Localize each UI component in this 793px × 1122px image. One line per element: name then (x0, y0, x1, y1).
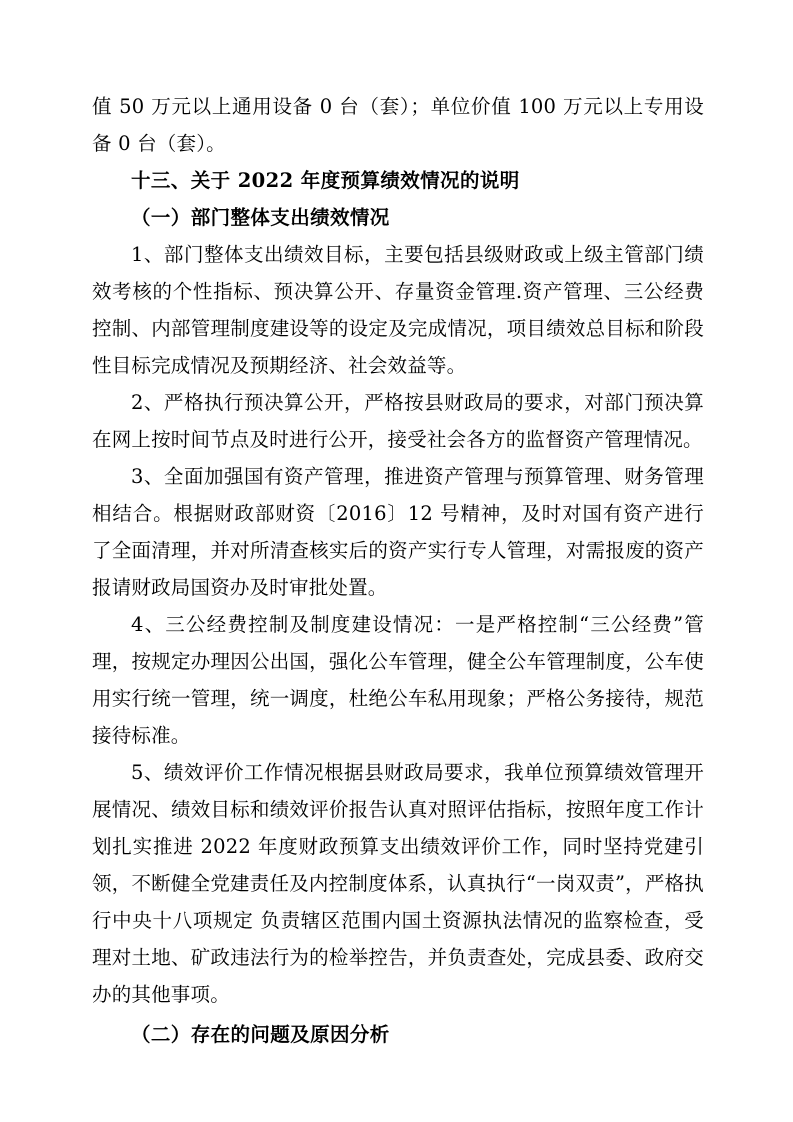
subheading-overall-performance: （一）部门整体支出绩效情况 (131, 206, 390, 229)
paragraph-item-3: 3、全面加强国有资产管理，推进资产管理与预算管理、财务管理相结合。根据财政部财资〔2016〕12 号精神，及时对国有资产进行了全面清理，并对所清查核实后的资产实行专人管理，对需报废的资产报请财政局国资办及时审批处置。 (92, 465, 704, 599)
subheading-problems-analysis: （二）存在的问题及原因分析 (131, 1023, 390, 1046)
paragraph-item-2: 2、严格执行预决算公开，严格按县财政局的要求，对部门预决算在网上按时间节点及时进行公开，接受社会各方的监督资产管理情况。 (92, 391, 704, 451)
paragraph-item-1: 1、部门整体支出绩效目标，主要包括县级财政或上级主管部门绩效考核的个性指标、预决算公开、存量资金管理.资产管理、三公经费控制、内部管理制度建设等的设定及完成情况，项目绩效总目标和阶段性目标完成情况及预期经济、社会效益等。 (92, 243, 704, 377)
heading-section-13: 十三、关于 2022 年度预算绩效情况的说明 (131, 169, 520, 192)
paragraph-continued-equipment: 值 50 万元以上通用设备 0 台（套）；单位价值 100 万元以上专用设备 0 台（套）。 (92, 95, 704, 155)
document-body (92, 88, 704, 1053)
paragraph-item-5: 5、绩效评价工作情况根据县财政局要求，我单位预算绩效管理开展情况、绩效目标和绩效评价报告认真对照评估指标，按照年度工作计划扎实推进 2022 年度财政预算支出绩效评价工作，同时坚持党建引领，不断健全党建责任及内控制度体系，认真执行“一岗双责”，严格执行中央十八项规定 负责辖区范围内国土资源执法情况的监察检查，受理对土地、矿政违法行为的检举控告，并负责查处，完成县委、政府交办的其他事项。 (92, 761, 704, 1006)
paragraph-item-4: 4、三公经费控制及制度建设情况：一是严格控制“三公经费”管理，按规定办理因公出国，强化公车管理，健全公车管理制度，公车使用实行统一管理，统一调度，杜绝公车私用现象；严格公务接待，规范接待标准。 (92, 613, 704, 747)
